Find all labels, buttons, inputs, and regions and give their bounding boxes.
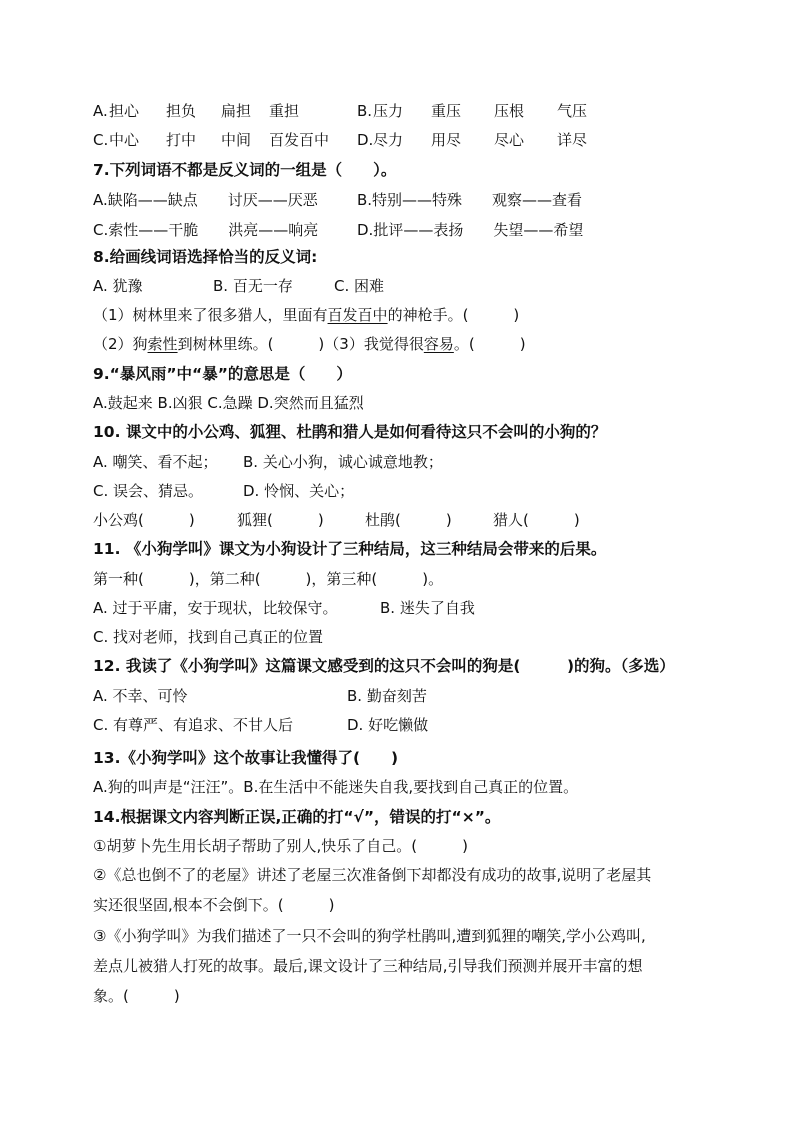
word-a1: 担心: [109, 102, 140, 120]
q8-option-a: A. 犹豫: [93, 277, 143, 295]
q8-s3-post: 。( ): [453, 335, 526, 353]
q8-s2-underlined: 索性: [147, 335, 178, 353]
q10-option-a: A. 嘲笑、看不起；: [93, 453, 218, 471]
q10-option-b: B. 关心小狗，诚心诚意地教；: [243, 453, 443, 471]
q8-s2-post: 到树林里练。( ): [177, 335, 325, 353]
q11-option-c: C. 找对老师，找到自己真正的位置: [93, 628, 324, 646]
word-b4: 气压: [557, 102, 588, 120]
word-a4: 重担: [269, 102, 300, 120]
q8-s1-underlined: 百发百中: [327, 306, 388, 324]
label-b: B.: [357, 102, 373, 120]
label-c: C.: [93, 131, 109, 149]
q10-option-d: D. 怜悯、关心；: [243, 482, 355, 500]
q14-title: 14.根据课文内容判断正误,正确的打“√”，错误的打“×”。: [93, 808, 501, 826]
q10-blank-rooster: 小公鸡( ): [93, 511, 195, 529]
q10-option-c: C. 误会、猜忌。: [93, 482, 204, 500]
q7-option-c: C.索性——干脆 洪亮——响亮: [93, 221, 319, 239]
word-c4: 百发百中: [269, 131, 330, 149]
q8-s3-underlined: 容易: [423, 335, 454, 353]
word-c1: 中心: [109, 131, 140, 149]
word-a2: 担负: [166, 102, 197, 120]
q8-s3-pre: （3）我觉得很: [324, 335, 424, 353]
q8-sentence-2-3: [93, 333, 526, 355]
q14-statement-2-line-1: ②《总也倒不了的老屋》讲述了老屋三次准备倒下却都没有成功的故事,说明了老屋其: [93, 866, 652, 884]
q11-option-a: A. 过于平庸，安于现状，比较保守。: [93, 599, 338, 617]
q9-options: A.鼓起来 B.凶狠 C.急躁 D.突然而且猛烈: [93, 394, 364, 412]
q12-option-c: C. 有尊严、有追求、不甘人后: [93, 716, 294, 734]
q7-option-a: A.缺陷——缺点 讨厌——厌恶: [93, 191, 318, 209]
q10-title: 10. 课文中的小公鸡、狐狸、杜鹃和猎人是如何看待这只不会叫的小狗的？: [93, 423, 607, 441]
q7-option-b: B.特别——特殊 观察——查看: [357, 191, 583, 209]
q12-option-a: A. 不幸、可怜: [93, 687, 188, 705]
word-d3: 尽心: [494, 131, 525, 149]
q10-blank-hunter: 猎人( ): [493, 511, 580, 529]
q12-option-b: B. 勤奋刻苦: [347, 687, 427, 705]
q10-blank-cuckoo: 杜鹃( ): [365, 511, 452, 529]
word-d4: 详尽: [557, 131, 588, 149]
q8-s1-pre: （1）树林里来了很多猎人，里面有: [93, 306, 328, 324]
q11-option-b: B. 迷失了自我: [380, 599, 475, 617]
q8-s2-pre: （2）狗: [93, 335, 148, 353]
word-d1: 尽力: [373, 131, 404, 149]
q8-sentence-1: [93, 304, 519, 326]
q13-options: A.狗的叫声是“汪汪”。B.在生活中不能迷失自我,要找到自己真正的位置。: [93, 778, 579, 796]
q7-option-d: D.批评——表扬 失望——希望: [357, 221, 584, 239]
label-a: A.: [93, 102, 108, 120]
q8-title: 8.给画线词语选择恰当的反义词:: [93, 248, 318, 266]
word-b3: 压根: [494, 102, 525, 120]
word-d2: 用尽: [431, 131, 462, 149]
q14-statement-3-line-2: 差点儿被猎人打死的故事。最后,课文设计了三种结局,引导我们预测并展开丰富的想: [93, 957, 643, 975]
word-c3: 中间: [221, 131, 252, 149]
q13-title: 13.《小狗学叫》这个故事让我懂得了( ): [93, 749, 399, 767]
q12-title: 12. 我读了《小狗学叫》这篇课文感受到的这只不会叫的狗是( )的狗。（多选）: [93, 657, 675, 675]
word-a3: 扁担: [221, 102, 252, 120]
label-d: D.: [357, 131, 374, 149]
q14-statement-3-line-3: 象。( ): [93, 987, 180, 1005]
q8-option-b: B. 百无一存: [213, 277, 293, 295]
q8-option-c: C. 困难: [334, 277, 385, 295]
word-c2: 打中: [166, 131, 197, 149]
q8-s1-post: 的神枪手。( ): [387, 306, 520, 324]
q14-statement-2-line-2: 实还很坚固,根本不会倒下。( ): [93, 896, 335, 914]
q11-title: 11. 《小狗学叫》课文为小狗设计了三种结局，这三种结局会带来的后果。: [93, 540, 607, 558]
q7-title: 7.下列词语不都是反义词的一组是（ ）。: [93, 161, 397, 179]
q14-statement-1: ①胡萝卜先生用长胡子帮助了别人,快乐了自己。( ): [93, 837, 468, 855]
word-b2: 重压: [431, 102, 462, 120]
word-b1: 压力: [373, 102, 404, 120]
q11-blanks: 第一种( )，第二种( )，第三种( )。: [93, 570, 444, 588]
q10-blank-fox: 狐狸( ): [237, 511, 324, 529]
q12-option-d: D. 好吃懒做: [347, 716, 429, 734]
q14-statement-3-line-1: ③《小狗学叫》为我们描述了一只不会叫的狗学杜鹃叫,遭到狐狸的嘲笑,学小公鸡叫,: [93, 927, 646, 945]
q9-title: 9.“暴风雨”中“暴”的意思是（ ）: [93, 365, 352, 383]
